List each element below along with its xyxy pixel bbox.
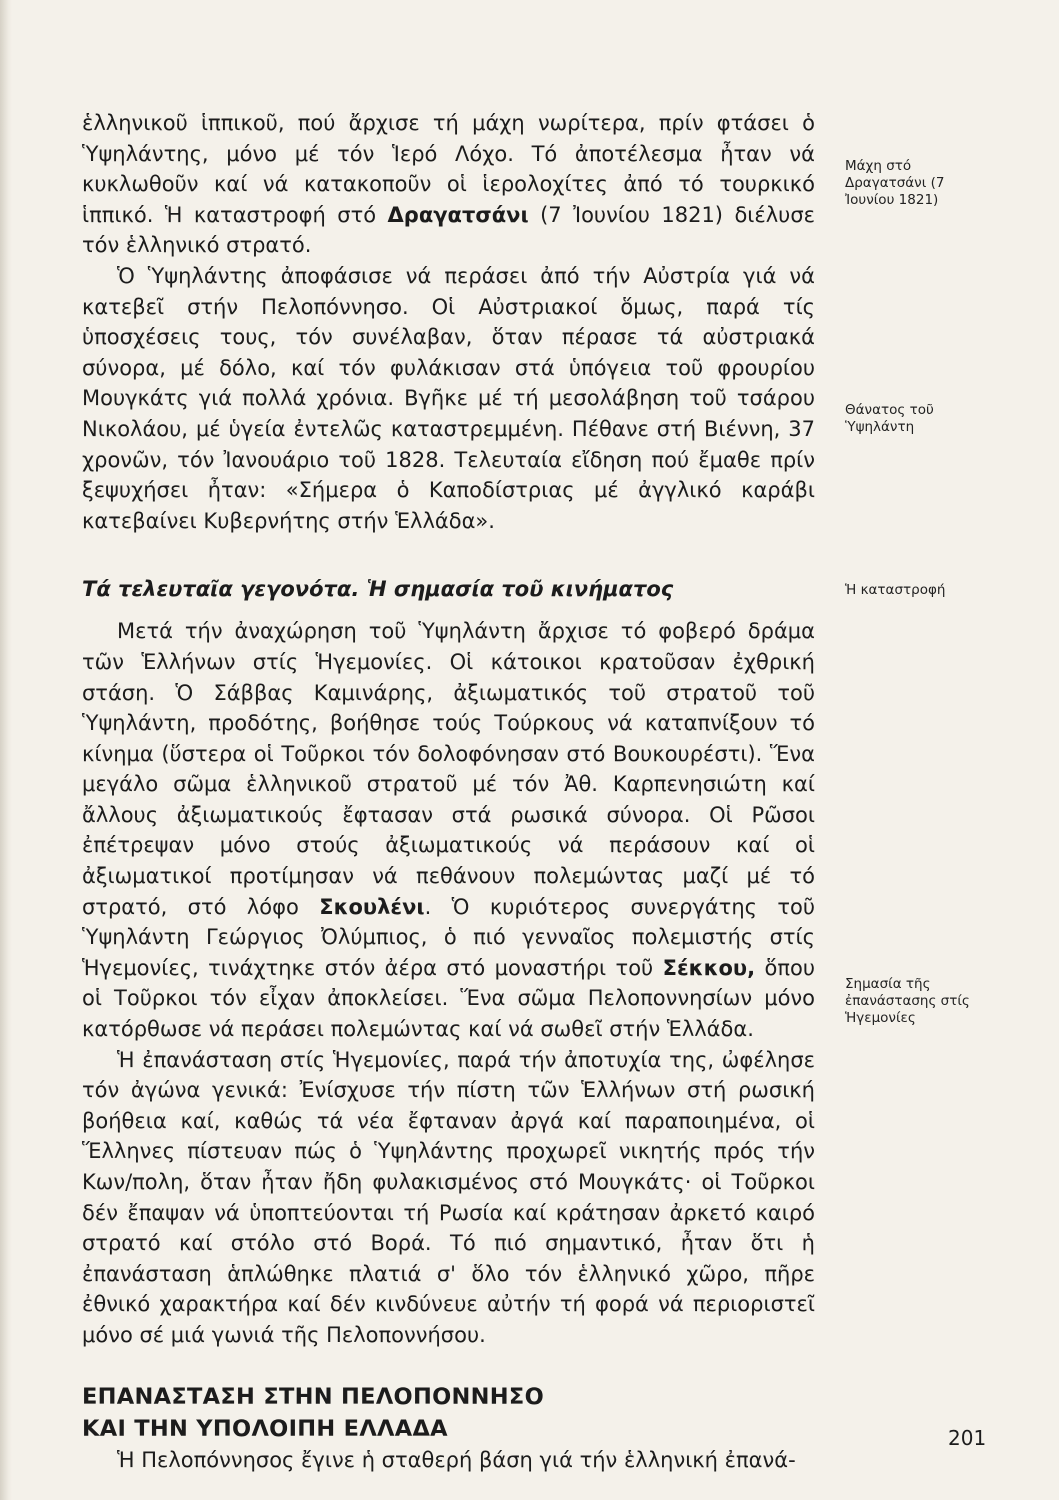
bold-skouleni: Σκουλένι <box>319 894 425 919</box>
margin-note-battle: Μάχη στό Δραγατσάνι (7 Ἰουνίου 1821) <box>845 158 945 208</box>
paragraph-ypsilantis-death: Ὁ Ὑψηλάντης ἀποφάσισε νά περάσει ἀπό τήν Αὐστρία γιά νά κατεβεῖ στήν Πελοπόννησο. Οἱ Αὐστριακοί ὅμως, παρά τίς ὑποσχέσεις τους, τόν συνέλαβαν, ὅταν πέρασε τά αὐστριακά σύνορα, μέ δόλο, καί τόν φυλάκισαν στά ὑπόγεια τοῦ φρουρίου Μουγκάτς γιά πολλά χρόνια. Βγῆκε μέ τή μεσολάβηση τοῦ τσάρου Νικολάου, μέ ὑγεία ἐντελῶς καταστρεμμένη. Πέθανε στή Βιέννη, 37 χρονῶν, τόν Ἰανουάριο τοῦ 1828. Τελευταία εἴδηση πού ἔμαθε πρίν ξεψυχήσει ἦταν: «Σήμερα ὁ Καποδίστριας μέ ἀγγλικό καράβι κατεβαίνει Κυβερνήτης στήν Ἑλλάδα». <box>82 263 815 533</box>
section-title-line1: ΕΠΑΝΑΣΤΑΣΗ ΣΤΗΝ ΠΕΛΟΠΟΝΝΗΣΟ <box>82 1383 545 1410</box>
paragraph-peloponnese: Ἡ Πελοπόννησος ἔγινε ἡ σταθερή βάση γιά τήν ἑλληνική ἐπανά- <box>117 1447 796 1472</box>
paragraph-significance: Ἡ ἐπανάσταση στίς Ἡγεμονίες, παρά τήν ἀποτυχία της, ὠφέλησε τόν ἀγώνα γενικά: Ἐνίσχυσε τήν πίστη τῶν Ἑλλήνων στή ρωσική βοήθεια καί, καθώς τά νέα ἔφταναν ἀργά καί παραποιημένα, οἱ Ἕλληνες πίστευαν πώς ὁ Ὑψηλάντης προχωρεῖ νικητής πρός τήν Κων/πολη, ὅταν ἦταν ἤδη φυλακισμένος στό Μουγκάτς· οἱ Τοῦρκοι δέν ἔπαψαν νά ὑποπτεύονται τή Ρωσία καί κράτησαν ἀρκετό καιρό στρατό καί στόλο στό Βορά. Τό πιό σημαντικό, ἦταν ὅτι ἡ ἐπανάσταση ἁπλώθηκε πλατιά σ' ὅλο τόν ἑλληνικό χῶρο, πῆρε ἐθνικό χαρακτήρα καί δέν κινδύνευε αὐτήν τή φορά νά περιοριστεῖ μόνο σέ μιά γωνιά τῆς Πελοποννήσου. <box>82 1047 815 1347</box>
margin-note-death: Θάνατος τοῦ Ὑψηλάντη <box>845 402 934 435</box>
margin-note-significance: Σημασία τῆς ἐπανάστασης στίς Ἡγεμονίες <box>845 976 970 1026</box>
bold-sekkou: Σέκκου, <box>662 955 756 980</box>
paragraph-last-events: Μετά τήν ἀναχώρηση τοῦ Ὑψηλάντη ἄρχισε τό φοβερό δράμα τῶν Ἑλλήνων στίς Ἡγεμονίες. Οἱ κάτοικοι κρατοῦσαν ἐχθρική στάση. Ὁ Σάββας Καμινάρης, ἀξιωματικός τοῦ στρατοῦ τοῦ Ὑψηλάντη, προδότης, βοήθησε τούς Τούρκους νά καταπνίξουν τό κίνημα (ὕστερα οἱ Τοῦρκοι τόν δολοφόνησαν στό Βουκουρέστι). Ἕνα μεγάλο σῶμα ἑλληνικοῦ στρατοῦ μέ τόν Ἀθ. Καρπενησιώτη καί ἄλλους ἀξιωματικούς ἔφτασαν στά ρωσικά σύνορα. Οἱ Ρῶσοι ἐπέτρεψαν μόνο στούς ἀξιωματικούς νά περάσουν καί οἱ ἀξιωματικοί προτίμησαν νά πεθάνουν πολεμώντας μαζί μέ τό στρατό, στό λόφο Σκουλένι. Ὁ κυριότερος συνεργάτης τοῦ Ὑψηλάντη Γεώργιος Ὀλύμπιος, ὁ πιό γενναῖος πολεμιστής στίς Ἡγεμονίες, τινάχτηκε στόν ἀέρα στό μοναστήρι τοῦ Σέκκου, ὅπου οἱ Τοῦρκοι τόν εἶχαν ἀποκλείσει. Ἕνα σῶμα Πελοποννησίων μόνο κατόρθωσε νά περάσει πολεμώντας καί νά σωθεῖ στήν Ἑλλάδα. <box>82 619 816 1042</box>
subsection-heading: Τά τελευταῖα γεγονότα. Ἡ σημασία τοῦ κινήματος <box>82 577 674 602</box>
book-spine-shadow <box>0 0 12 1500</box>
page-number: 201 <box>948 1426 987 1450</box>
paragraph-dragatsani: ἑλληνικοῦ ἱππικοῦ, πού ἄρχισε τή μάχη νωρίτερα, πρίν φτάσει ὁ Ὑψηλάντης, μόνο μέ τόν Ἱερό Λόχο. Τό ἀποτέλεσμα ἦταν νά κυκλωθοῦν καί νά κατακοποῦν οἱ ἱερολοχίτες ἀπό τό τουρκικό ἱππικό. Ἡ καταστροφή στό Δραγατσάνι (7 Ἰουνίου 1821) διέλυσε τόν ἑλληνικό στρατό. <box>82 111 815 258</box>
margin-note-catastrophe: Ἡ καταστροφή <box>845 582 946 598</box>
main-text-column <box>82 108 815 1475</box>
section-title-line2: ΚΑΙ ΤΗΝ ΥΠΟΛΟΙΠΗ ΕΛΛΑΔΑ <box>82 1415 448 1442</box>
bold-dragatsani: Δραγατσάνι <box>387 202 529 227</box>
